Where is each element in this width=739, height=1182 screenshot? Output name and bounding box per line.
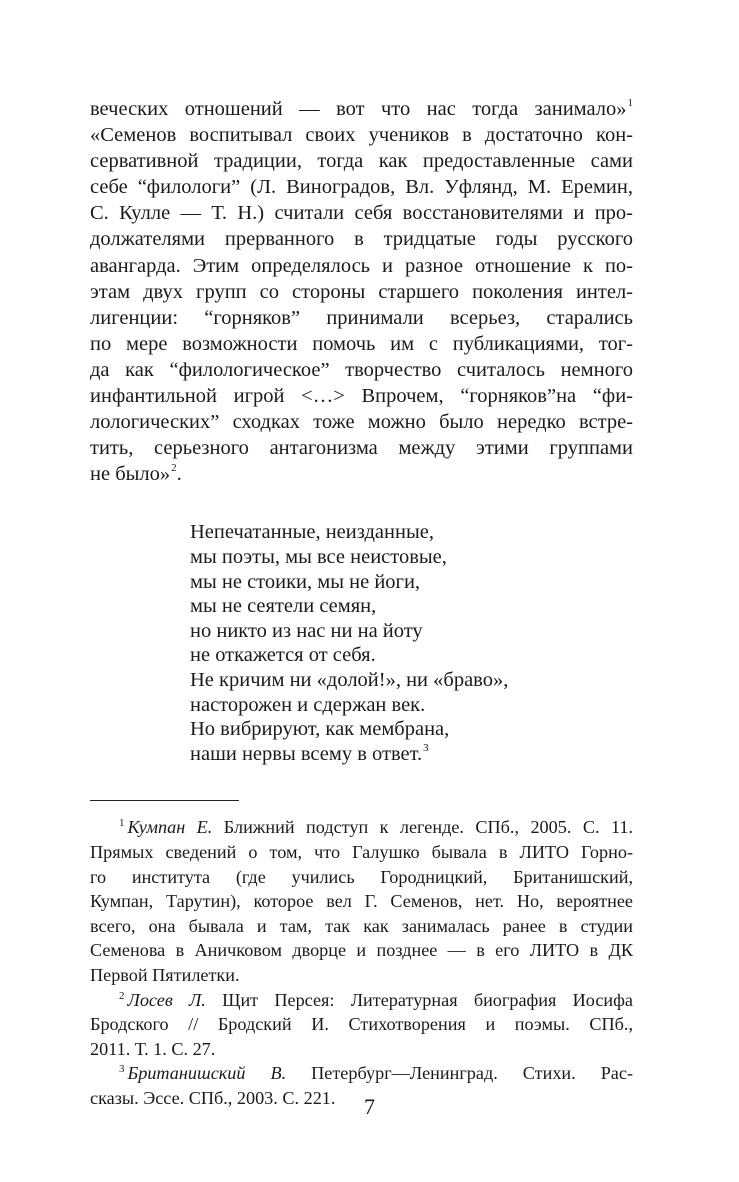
poem-verse: мы не сеятели семян, bbox=[190, 595, 377, 618]
footnotes bbox=[90, 815, 633, 1110]
page-content bbox=[90, 96, 633, 1110]
poem-verse: но никто из нас ни на йоту bbox=[190, 619, 423, 642]
footnote-line: Семенова в Аничковом дворце и позднее — в его ЛИТО в ДК bbox=[90, 940, 633, 961]
footnote-author: Кумпан Е. bbox=[127, 817, 213, 838]
text-line: не было»$^2$. bbox=[90, 462, 182, 486]
footnote-author: Британишский В. bbox=[127, 1063, 287, 1084]
text-line: авангарда. Этим определялось и разное отношение к по- bbox=[90, 254, 633, 277]
footnote-line: Прямых сведений о том, что Галушко бывала в ЛИТО Горно- bbox=[90, 841, 633, 862]
footnote-line: всего, она бывала и там, так как занималась ранее в студии bbox=[90, 915, 633, 936]
footnote-line: го института (где учились Городницкий, Британишский, bbox=[90, 866, 633, 887]
poem-verse: не откажется от себя. bbox=[190, 644, 376, 667]
footnote-line: Первой Пятилетки. bbox=[90, 964, 240, 985]
footnote-ref[interactable]: 3 bbox=[423, 741, 429, 754]
poem-verse: Непечатанные, неизданные, bbox=[190, 521, 434, 544]
body-paragraph bbox=[90, 96, 633, 487]
footnote-author: Лосев Л. bbox=[127, 989, 206, 1010]
footnote-line: Бродского // Бродский И. Стихотворения и поэмы. СПб., bbox=[90, 1014, 633, 1035]
text-line: да как “филологическое” творчество считалось немного bbox=[90, 358, 633, 381]
poem-verse: Не кричим ни «долой!», ни «браво», bbox=[190, 668, 509, 691]
footnote-divider bbox=[90, 800, 239, 801]
poem-verse: мы поэты, мы все неистовые, bbox=[190, 546, 447, 568]
footnote-line: $^2$ Лосев Л. Щит Персея: Литературная биография Иосифа bbox=[119, 989, 634, 1010]
text-line: себе “филологи” (Л. Виноградов, Вл. Уфлянд, М. Еремин, bbox=[90, 176, 633, 199]
text-line: инфантильной игрой <…> Впрочем, “горняков”на “фи- bbox=[90, 385, 633, 408]
footnote-line: $^3$ Британишский В. Петербург—Ленинград. Стихи. Рас- bbox=[119, 1063, 634, 1084]
poem bbox=[190, 520, 633, 766]
text-line: С. Кулле — Т. Н.) считали себя восстановителями и про- bbox=[90, 202, 633, 225]
text-line: «Семенов воспитывал своих учеников в достаточно кон- bbox=[90, 124, 633, 147]
text-line: сервативной традиции, тогда как предоставленные сами bbox=[90, 150, 633, 173]
footnote-ref[interactable]: 1 bbox=[627, 97, 633, 109]
page-number: 7 bbox=[364, 1094, 375, 1119]
text-line: тить, серьезного антагонизма между этими группами bbox=[90, 437, 633, 460]
text-line: этам двух групп со стороны старшего поколения интел- bbox=[90, 280, 633, 303]
footnote-number: 1 bbox=[119, 817, 125, 830]
footnote-line: Кумпан, Тарутин), которое вел Г. Семенов, нет. Но, вероятнее bbox=[90, 891, 633, 912]
footnote-line: сказы. Эссе. СПб., 2003. С. 221. bbox=[90, 1087, 336, 1108]
poem-verse: Но вибрируют, как мембрана, bbox=[190, 718, 450, 741]
poem-verse: наши нервы всему в ответ.$^3$ bbox=[190, 741, 429, 765]
footnote-number: 2 bbox=[119, 989, 125, 1002]
text-line: лигенции: “горняков” принимали всерьез, старались bbox=[90, 306, 633, 329]
text-line: должателями прерванного в тридцатые годы русского bbox=[90, 228, 633, 251]
footnote-1 bbox=[90, 815, 633, 987]
footnote-line: $^1$ Кумпан Е. Ближний подступ к легенде. СПб., 2005. С. 11. bbox=[119, 817, 634, 838]
poem-verse: насторожен и сдержан век. bbox=[190, 693, 426, 716]
text-line: лологических” сходках тоже можно было нередко встре- bbox=[90, 411, 633, 434]
footnote-line: 2011. Т. 1. С. 27. bbox=[90, 1038, 216, 1059]
text-line: веческих отношений — вот что нас тогда занимало»$^1$ bbox=[90, 97, 633, 120]
footnote-ref[interactable]: 2 bbox=[171, 462, 177, 475]
footnote-number: 3 bbox=[119, 1063, 125, 1076]
text-line: по мере возможности помочь им с публикациями, тог- bbox=[90, 332, 633, 355]
footnote-2 bbox=[90, 988, 633, 1062]
poem-verse: мы не стоики, мы не йоги, bbox=[190, 570, 421, 593]
